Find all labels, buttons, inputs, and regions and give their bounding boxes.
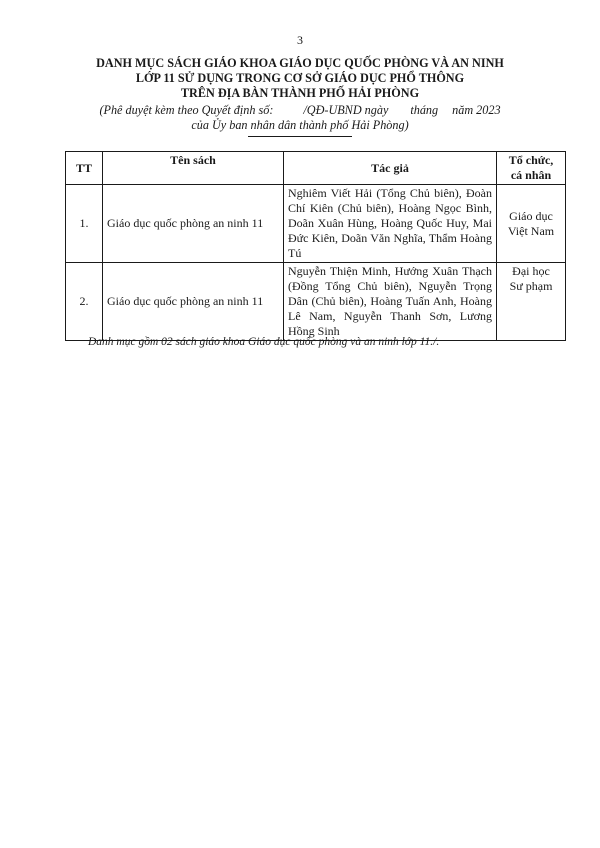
header-tt: TT <box>66 152 103 185</box>
book-authors: Nguyễn Thiện Minh, Hướng Xuân Thạch (Đồng Tổng Chủ biên), Nguyễn Trọng Dân (Chủ biên), Hoàng Tuấn Anh, Hoàng Lê Nam, Nguyễn Thanh Sơn, Lương Hồng Sinh <box>284 263 497 341</box>
title-line-2: LỚP 11 SỬ DỤNG TRONG CƠ SỞ GIÁO DỤC PHỔ THÔNG <box>135 71 465 85</box>
header-organization <box>497 152 566 185</box>
approval-line-1 <box>60 103 540 118</box>
organization-line-1: Đại học <box>512 264 550 278</box>
table-header-row <box>66 152 566 185</box>
header-author: Tác giả <box>284 152 497 185</box>
title-underline <box>248 136 352 137</box>
approval-line-2: của Ủy ban nhân dân thành phố Hải Phòng) <box>191 118 409 132</box>
book-organization <box>497 185 566 263</box>
approval-note <box>60 103 540 133</box>
title-line-3: TRÊN ĐỊA BÀN THÀNH PHỐ HẢI PHÒNG <box>180 86 420 100</box>
header-organization-line-2: cá nhân <box>510 168 552 182</box>
approval-year: năm 2023 <box>452 103 501 117</box>
book-name: Giáo dục quốc phòng an ninh 11 <box>103 185 284 263</box>
table-row <box>66 185 566 263</box>
approval-month: tháng <box>410 103 439 117</box>
book-authors: Nghiêm Viết Hải (Tổng Chủ biên), Đoàn Chí Kiên (Chủ biên), Hoàng Ngọc Bình, Doãn Xuân Hùng, Hoàng Quốc Huy, Mai Đức Kiên, Doãn Văn Nghĩa, Thẩm Hoàng Tú <box>284 185 497 263</box>
organization-line-1: Giáo dục <box>509 208 553 223</box>
header-organization-line-1: Tổ chức, <box>508 153 554 167</box>
document-title <box>60 56 540 101</box>
row-number: 1. <box>66 185 103 263</box>
textbook-table <box>65 151 566 341</box>
page-number: 3 <box>297 33 303 47</box>
approval-decision-code: /QĐ-UBND ngày <box>303 103 389 117</box>
header-book-name: Tên sách <box>103 152 284 185</box>
book-name: Giáo dục quốc phòng an ninh 11 <box>103 263 284 341</box>
title-line-1: DANH MỤC SÁCH GIÁO KHOA GIÁO DỤC QUỐC PHÒNG VÀ AN NINH <box>96 56 504 70</box>
footnote: Danh mục gồm 02 sách giáo khoa Giáo dục quốc phòng và an ninh lớp 11./. <box>88 336 440 348</box>
row-number: 2. <box>66 263 103 341</box>
book-organization <box>497 263 566 341</box>
organization-line-2: Việt Nam <box>507 223 555 238</box>
approval-decision-label: (Phê duyệt kèm theo Quyết định số: <box>99 103 274 117</box>
table-row <box>66 263 566 341</box>
organization-line-2: Sư phạm <box>509 279 553 293</box>
